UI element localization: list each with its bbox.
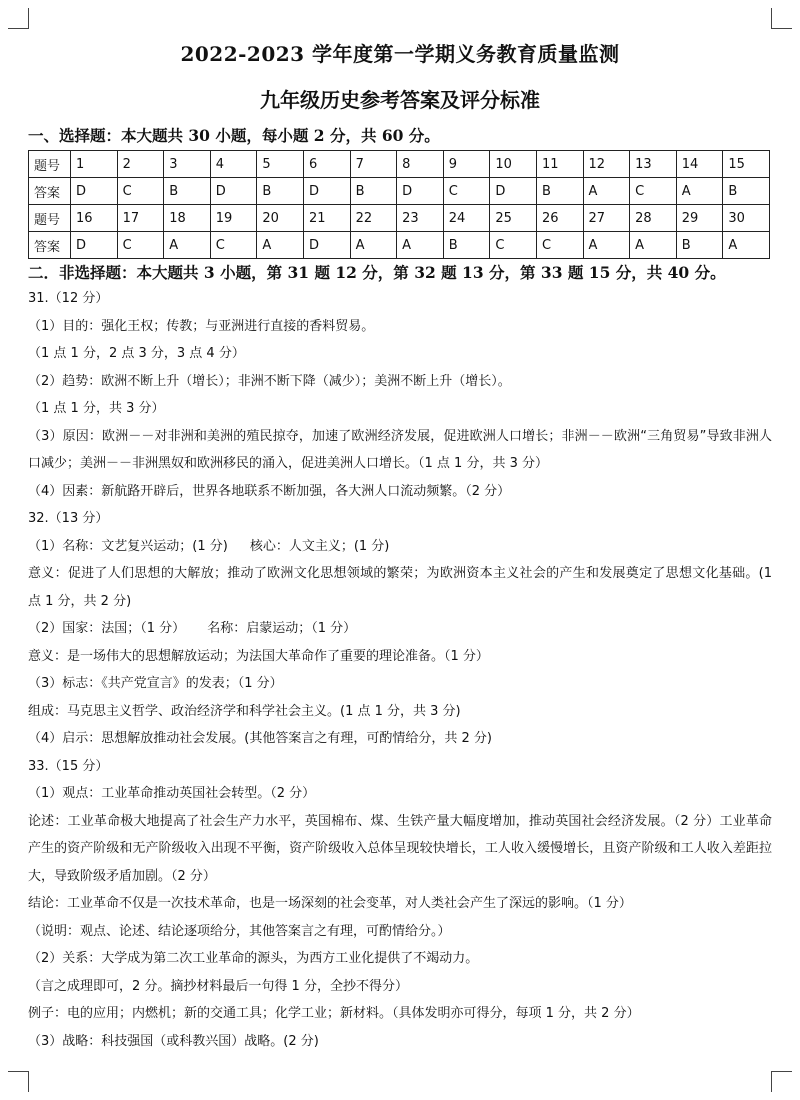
- table-cell-answer: A: [397, 232, 444, 259]
- q33-part1: （1）观点：工业革命推动英国社会转型。（2 分）: [28, 786, 316, 801]
- q33-part2-scoring: （言之成理即可，2 分。摘抄材料最后一句得 1 分，全抄不得分）: [28, 978, 408, 994]
- q32-part1-significance: 意义：促进了人们思想的大解放；推动了欧洲文化思想领域的繁荣；为欧洲资本主义社会的产生和发展奠定了思想文化基础。(1 点 1 分，共 2 分): [28, 566, 772, 609]
- table-cell-number: 28: [630, 205, 677, 232]
- table-cell-number: 29: [676, 205, 723, 232]
- table-cell-number: 11: [536, 151, 583, 178]
- table-cell-answer: A: [164, 232, 211, 259]
- table-row-label: 题号: [29, 205, 71, 232]
- q33-part1-conclusion: 结论：工业革命不仅是一次技术革命，也是一场深刻的社会变革，对人类社会产生了深远的影响。（1 分）: [28, 896, 632, 911]
- table-cell-answer: D: [71, 178, 118, 205]
- q33-part1-argument: 论述：工业革命极大地提高了社会生产力水平，英国棉布、煤、生铁产量大幅度增加，推动英国社会经济发展。（2 分）工业革命产生的资产阶级和无产阶级收入出现不平衡，资产阶级收入总体呈现较快增长，工人收入缓慢增长，且资产阶级和工人收入差距拉大，导致阶级矛盾加剧。（2 分）: [28, 813, 772, 884]
- document-title: 2022-2023 学年度第一学期义务教育质量监测: [180, 42, 620, 66]
- q31-part2: （2）趋势：欧洲不断上升（增长）；非洲不断下降（减少）；美洲不断上升（增长）。: [28, 373, 511, 389]
- table-row: [29, 178, 770, 205]
- table-cell-number: 16: [71, 205, 118, 232]
- q31-part4: （4）因素：新航路开辟后，世界各地联系不断加强，各大洲人口流动频繁。（2 分）: [28, 483, 511, 499]
- q32-part2-country: （2）国家：法国；（1 分）: [28, 621, 186, 636]
- section1-heading: 一、选择题：本大题共 30 小题，每小题 2 分，共 60 分。: [28, 126, 440, 145]
- table-cell-answer: D: [303, 232, 350, 259]
- table-cell-number: 13: [630, 151, 677, 178]
- table-row: [29, 205, 770, 232]
- q32-part4: （4）启示：思想解放推动社会发展。(其他答案言之有理，可酌情给分，共 2 分): [28, 731, 492, 746]
- q32-title: 32.（13 分）: [28, 511, 109, 526]
- q32-part2-significance: 意义：是一场伟大的思想解放运动；为法国大革命作了重要的理论准备。（1 分）: [28, 648, 489, 664]
- q31-part2-scoring: （1 点 1 分，共 3 分）: [28, 401, 165, 416]
- q31-part3: （3）原因：欧洲－－对非洲和美洲的殖民掠夺，加速了欧洲经济发展，促进欧洲人口增长；非洲－－欧洲“三角贸易”导致非洲人口减少；美洲－－非洲黑奴和欧洲移民的涌入，促进美洲人口增长。（1 点 1 分，共 3 分）: [28, 428, 772, 471]
- table-cell-number: 20: [257, 205, 304, 232]
- crop-mark-top-right: [771, 8, 792, 29]
- table-row: [29, 151, 770, 178]
- table-cell-number: 4: [210, 151, 257, 178]
- table-cell-number: 22: [350, 205, 397, 232]
- table-cell-answer: C: [536, 232, 583, 259]
- table-cell-number: 23: [397, 205, 444, 232]
- table-cell-number: 8: [397, 151, 444, 178]
- q31-part1: （1）目的：强化王权；传教；与亚洲进行直接的香料贸易。: [28, 318, 375, 334]
- table-cell-answer: D: [210, 178, 257, 205]
- table-cell-number: 17: [117, 205, 164, 232]
- table-cell-number: 26: [536, 205, 583, 232]
- q32-part1-core: 核心：人文主义；(1 分): [249, 538, 390, 554]
- table-cell-answer: D: [397, 178, 444, 205]
- table-cell-answer: B: [676, 232, 723, 259]
- table-cell-answer: B: [443, 232, 490, 259]
- answers-body: [28, 285, 772, 1055]
- q33-part3: （3）战略：科技强国（或科教兴国）战略。(2 分): [28, 1033, 319, 1049]
- table-cell-answer: B: [257, 178, 304, 205]
- answer-table: [28, 150, 770, 259]
- table-cell-answer: D: [303, 178, 350, 205]
- table-cell-number: 6: [303, 151, 350, 178]
- table-cell-answer: B: [164, 178, 211, 205]
- q33-part2-examples: 例子：电的应用；内燃机；新的交通工具；化学工业；新材料。（具体发明亦可得分，每项 1 分，共 2 分）: [28, 1006, 640, 1021]
- table-cell-answer: C: [117, 178, 164, 205]
- table-cell-answer: C: [117, 232, 164, 259]
- table-cell-answer: B: [723, 178, 770, 205]
- table-cell-answer: A: [676, 178, 723, 205]
- crop-mark-top-left: [8, 8, 29, 29]
- table-cell-answer: D: [71, 232, 118, 259]
- table-cell-number: 1: [71, 151, 118, 178]
- table-row-label: 答案: [29, 178, 71, 205]
- table-cell-number: 9: [443, 151, 490, 178]
- table-row: [29, 232, 770, 259]
- q33-part1-note: （说明：观点、论述、结论逐项给分，其他答案言之有理，可酌情给分。）: [28, 923, 451, 939]
- table-cell-number: 2: [117, 151, 164, 178]
- document-subtitle: 九年级历史参考答案及评分标准: [260, 88, 540, 112]
- table-cell-number: 24: [443, 205, 490, 232]
- crop-mark-bottom-right: [771, 1071, 792, 1092]
- table-cell-answer: C: [630, 178, 677, 205]
- table-cell-number: 10: [490, 151, 537, 178]
- table-cell-number: 21: [303, 205, 350, 232]
- q31-part1-scoring: （1 点 1 分，2 点 3 分，3 点 4 分）: [28, 346, 245, 361]
- table-cell-answer: A: [257, 232, 304, 259]
- section2-heading: 二．非选择题：本大题共 3 小题，第 31 题 12 分，第 32 题 13 分，第 33 题 15 分，共 40 分。: [28, 263, 726, 282]
- table-cell-answer: C: [490, 232, 537, 259]
- table-cell-number: 19: [210, 205, 257, 232]
- q31-title: 31.（12 分）: [28, 291, 109, 306]
- q33-part2: （2）关系：大学成为第二次工业革命的源头，为西方工业化提供了不竭动力。: [28, 951, 479, 966]
- table-cell-answer: C: [210, 232, 257, 259]
- q32-part2-name: 名称：启蒙运动；（1 分）: [207, 621, 357, 636]
- table-row-label: 题号: [29, 151, 71, 178]
- q33-title: 33.（15 分）: [28, 758, 109, 774]
- table-cell-answer: A: [630, 232, 677, 259]
- table-cell-number: 30: [723, 205, 770, 232]
- table-cell-answer: B: [350, 178, 397, 205]
- q32-part1: [28, 533, 772, 561]
- table-cell-number: 7: [350, 151, 397, 178]
- table-cell-answer: A: [583, 178, 630, 205]
- table-row-label: 答案: [29, 232, 71, 259]
- table-cell-answer: C: [443, 178, 490, 205]
- table-cell-number: 15: [723, 151, 770, 178]
- table-cell-number: 18: [164, 205, 211, 232]
- table-cell-answer: A: [350, 232, 397, 259]
- table-cell-number: 5: [257, 151, 304, 178]
- document-page: [28, 36, 772, 1055]
- q32-part3-composition: 组成：马克思主义哲学、政治经济学和科学社会主义。(1 点 1 分，共 3 分): [28, 703, 461, 719]
- table-cell-number: 12: [583, 151, 630, 178]
- q32-part3: （3）标志：《共产党宣言》的发表；（1 分）: [28, 676, 283, 691]
- table-cell-answer: B: [536, 178, 583, 205]
- table-cell-number: 3: [164, 151, 211, 178]
- crop-mark-bottom-left: [8, 1071, 29, 1092]
- q32-part2: [28, 615, 772, 643]
- table-cell-number: 27: [583, 205, 630, 232]
- table-cell-number: 25: [490, 205, 537, 232]
- table-cell-answer: D: [490, 178, 537, 205]
- table-cell-answer: A: [583, 232, 630, 259]
- table-cell-answer: A: [723, 232, 770, 259]
- table-cell-number: 14: [676, 151, 723, 178]
- q32-part1-name: （1）名称：文艺复兴运动；(1 分): [28, 538, 228, 554]
